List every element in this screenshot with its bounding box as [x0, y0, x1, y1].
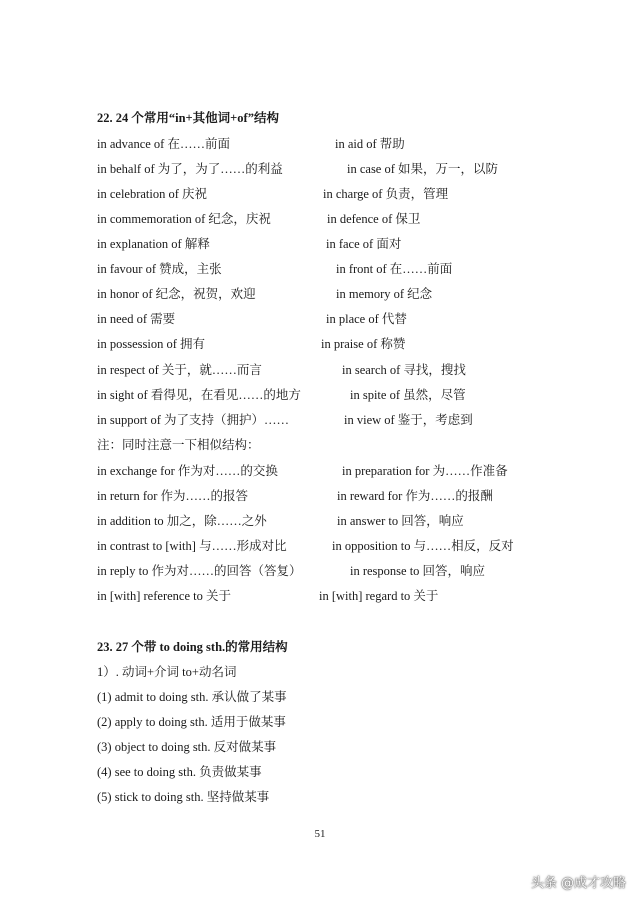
table-row — [0, 134, 640, 154]
table-row — [0, 234, 640, 254]
table-row — [0, 159, 640, 179]
phrase-right: in reward for 作为……的报酬 — [337, 489, 493, 503]
watermark: 头条 @成才攻略 — [530, 876, 626, 891]
table-row — [0, 209, 640, 229]
table-row — [0, 486, 640, 506]
phrase-left: in celebration of 庆祝 — [97, 187, 208, 201]
phrase-right: in praise of 称赞 — [321, 337, 406, 351]
list-item: (5) stick to doing sth. 坚持做某事 — [97, 790, 270, 804]
phrase-right: in defence of 保卫 — [327, 212, 421, 226]
phrase-left: in reply to 作为对……的回答（答复） — [97, 564, 302, 578]
phrase-right: in front of 在……前面 — [336, 262, 453, 276]
table-row — [0, 511, 640, 531]
phrase-left: in advance of 在……前面 — [97, 137, 230, 151]
table-row — [0, 586, 640, 606]
phrase-right: in case of 如果，万一，以防 — [347, 162, 499, 176]
phrase-left: in possession of 拥有 — [97, 337, 205, 351]
table-row — [0, 410, 640, 430]
page-number: 51 — [314, 828, 326, 840]
phrase-right: in search of 寻找，搜找 — [342, 363, 466, 377]
phrase-left: in honor of 纪念，祝贺，欢迎 — [97, 287, 256, 301]
section-23-subtitle: 1）. 动词+介词 to+动名词 — [97, 665, 237, 679]
phrase-right: in place of 代替 — [326, 312, 407, 326]
table-row — [0, 385, 640, 405]
table-row — [0, 461, 640, 481]
list-item: (3) object to doing sth. 反对做某事 — [97, 740, 277, 754]
table-row — [0, 309, 640, 329]
phrase-left: in commemoration of 纪念，庆祝 — [97, 212, 271, 226]
phrase-left: in contrast to [with] 与……形成对比 — [97, 539, 287, 553]
phrase-right: in response to 回答，响应 — [350, 564, 486, 578]
phrase-left: in behalf of 为了，为了……的利益 — [97, 162, 283, 176]
phrase-right: in [with] regard to 关于 — [319, 589, 439, 603]
phrase-right: in face of 面对 — [326, 237, 402, 251]
phrase-right: in opposition to 与……相反，反对 — [332, 539, 514, 553]
phrase-right: in preparation for 为……作准备 — [342, 464, 508, 478]
table-row — [0, 184, 640, 204]
list-item: (1) admit to doing sth. 承认做了某事 — [97, 690, 287, 704]
phrase-left: in addition to 加之，除……之外 — [97, 514, 267, 528]
table-row — [0, 284, 640, 304]
phrase-left: in support of 为了支持（拥护）…… — [97, 413, 290, 427]
table-row — [0, 536, 640, 556]
list-item: (4) see to doing sth. 负责做某事 — [97, 765, 262, 779]
table-row — [0, 360, 640, 380]
phrase-left: in respect of 关于，就……而言 — [97, 363, 262, 377]
phrase-right: in answer to 回答，响应 — [337, 514, 464, 528]
phrase-left: in [with] reference to 关于 — [97, 589, 231, 603]
phrase-left: in need of 需要 — [97, 312, 176, 326]
list-item: (2) apply to doing sth. 适用于做某事 — [97, 715, 286, 729]
phrase-right: in charge of 负责，管理 — [323, 187, 449, 201]
section-23-title: 23. 27 个带 to doing sth.的常用结构 — [97, 640, 288, 654]
phrase-left: in explanation of 解释 — [97, 237, 210, 251]
phrase-left: in exchange for 作为对……的交换 — [97, 464, 278, 478]
table-row — [0, 259, 640, 279]
table-row — [0, 561, 640, 581]
note-text: 注：同时注意一下相似结构： — [97, 438, 260, 452]
table-row — [0, 334, 640, 354]
phrase-right: in view of 鉴于，考虑到 — [344, 413, 473, 427]
phrase-right: in memory of 纪念 — [336, 287, 433, 301]
phrase-right: in aid of 帮助 — [335, 137, 405, 151]
phrase-left: in return for 作为……的报答 — [97, 489, 249, 503]
section-22-title: 22. 24 个常用“in+其他词+of”结构 — [97, 111, 279, 125]
phrase-left: in favour of 赞成，主张 — [97, 262, 222, 276]
phrase-left: in sight of 看得见，在看见……的地方 — [97, 388, 301, 402]
phrase-right: in spite of 虽然，尽管 — [350, 388, 466, 402]
